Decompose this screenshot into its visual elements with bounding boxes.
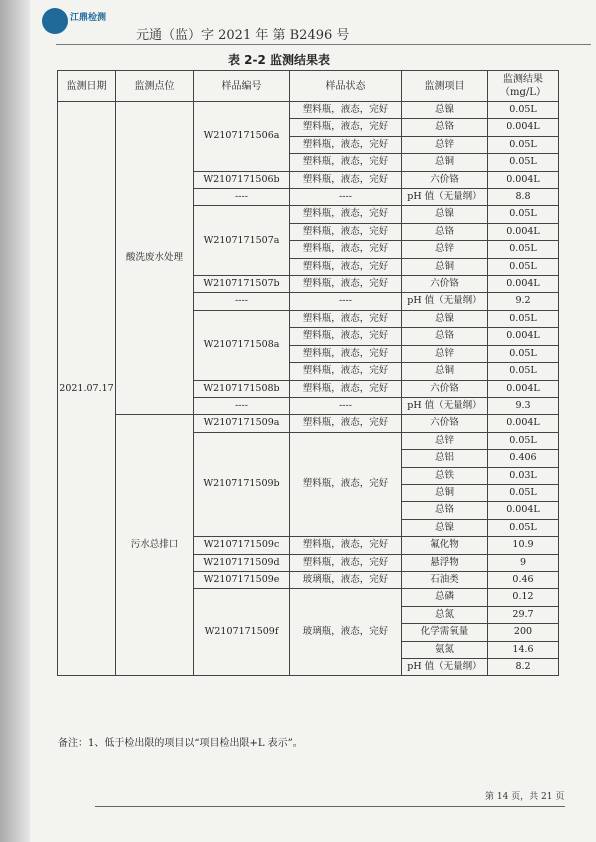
result-cell: 0.004L [488,380,559,397]
sample-id-cell: W2107171506a [194,102,290,172]
result-cell: 0.406 [488,450,559,467]
state-cell: 塑料瓶，液态，完好 [290,258,402,275]
sample-id-cell: W2107171509c [194,537,290,554]
results-table [57,70,559,676]
result-cell: 0.004L [488,328,559,345]
date-cell: 2021.07.17 [58,102,116,676]
state-cell: 塑料瓶，液态，完好 [290,363,402,380]
item-cell: 总铁 [402,467,488,484]
item-cell: 氨氮 [402,641,488,658]
item-cell: 总锌 [402,432,488,449]
item-cell: 总氮 [402,606,488,623]
state-cell: 塑料瓶，液态，完好 [290,537,402,554]
sample-id-cell: W2107171508a [194,310,290,380]
header-rule [56,44,591,45]
result-cell: 29.7 [488,606,559,623]
company-logo [42,8,132,34]
result-cell: 0.004L [488,276,559,293]
sample-id-cell: ---- [194,293,290,310]
result-cell: 0.05L [488,310,559,327]
table-title: 表 2-2 监测结果表 [228,53,331,67]
col-sample-id: 样品编号 [194,71,290,102]
result-cell: 9.3 [488,397,559,414]
item-cell: 化学需氧量 [402,624,488,641]
sample-id-cell: ---- [194,397,290,414]
state-cell: ---- [290,397,402,414]
item-cell: 总铜 [402,484,488,501]
state-cell: ---- [290,189,402,206]
result-cell: 0.05L [488,154,559,171]
result-cell: 0.05L [488,258,559,275]
result-cell: 0.05L [488,102,559,119]
item-cell: 六价铬 [402,171,488,188]
item-cell: 六价铬 [402,276,488,293]
result-cell: 9.2 [488,293,559,310]
page-number: 第 14 页，共 21 页 [485,792,565,802]
result-cell: 8.8 [488,189,559,206]
sample-id-cell: W2107171509e [194,571,290,588]
result-cell: 0.03L [488,467,559,484]
result-cell: 0.004L [488,502,559,519]
item-cell: pH 值（无量纲） [402,189,488,206]
col-point: 监测点位 [116,71,194,102]
state-cell: 塑料瓶，液态，完好 [290,241,402,258]
sample-id-cell: W2107171509d [194,554,290,571]
result-cell: 200 [488,624,559,641]
state-cell: 塑料瓶，液态，完好 [290,154,402,171]
item-cell: 总铜 [402,363,488,380]
state-cell: 塑料瓶，液态，完好 [290,136,402,153]
state-cell: 塑料瓶，液态，完好 [290,415,402,432]
footer-rule [95,806,565,807]
item-cell: 总锌 [402,136,488,153]
item-cell: 总铬 [402,119,488,136]
result-cell: 0.05L [488,241,559,258]
item-cell: 氟化物 [402,537,488,554]
state-cell: 塑料瓶，液态，完好 [290,206,402,223]
item-cell: 总锌 [402,241,488,258]
item-cell: 六价铬 [402,380,488,397]
state-cell: 塑料瓶，液态，完好 [290,345,402,362]
item-cell: 总铬 [402,502,488,519]
item-cell: 总磷 [402,589,488,606]
result-cell: 9 [488,554,559,571]
col-sample-state: 样品状态 [290,71,402,102]
result-cell: 0.05L [488,345,559,362]
state-cell: 塑料瓶，液态，完好 [290,119,402,136]
sample-id-cell: W2107171507b [194,276,290,293]
item-cell: 总铜 [402,154,488,171]
state-cell: 塑料瓶，液态，完好 [290,223,402,240]
logo-icon [42,8,68,34]
point-cell: 污水总排口 [116,415,194,676]
state-cell: 塑料瓶，液态，完好 [290,171,402,188]
state-cell: 塑料瓶，液态，完好 [290,276,402,293]
state-cell: 玻璃瓶，液态，完好 [290,589,402,676]
item-cell: 总镍 [402,206,488,223]
col-item: 监测项目 [402,71,488,102]
state-cell: 塑料瓶，液态，完好 [290,380,402,397]
result-cell: 0.004L [488,171,559,188]
result-cell: 0.004L [488,415,559,432]
state-cell: 塑料瓶，液态，完好 [290,554,402,571]
result-cell: 0.46 [488,571,559,588]
sample-id-cell: W2107171509a [194,415,290,432]
result-cell: 0.004L [488,119,559,136]
sample-id-cell: W2107171507a [194,206,290,276]
table-header-row [58,71,559,102]
state-cell: 塑料瓶，液态，完好 [290,432,402,536]
item-cell: 总铬 [402,328,488,345]
state-cell: 塑料瓶，液态，完好 [290,102,402,119]
item-cell: 总铜 [402,258,488,275]
state-cell: 塑料瓶，液态，完好 [290,310,402,327]
result-cell: 8.2 [488,659,559,676]
item-cell: 石油类 [402,571,488,588]
item-cell: pH 值（无量纲） [402,293,488,310]
state-cell: 玻璃瓶，液态，完好 [290,571,402,588]
item-cell: pH 值（无量纲） [402,397,488,414]
result-cell: 0.05L [488,484,559,501]
logo-text: 江鼎检测 [70,13,107,23]
sample-id-cell: ---- [194,189,290,206]
sample-id-cell: W2107171508b [194,380,290,397]
result-cell: 10.9 [488,537,559,554]
item-cell: 总铬 [402,223,488,240]
table-note: 备注：1、低于检出限的项目以“项目检出限+L 表示”。 [58,738,303,749]
result-cell: 0.05L [488,363,559,380]
item-cell: 总锌 [402,345,488,362]
result-cell: 0.05L [488,206,559,223]
page-edge-shadow [0,0,30,842]
result-cell: 0.12 [488,589,559,606]
result-cell: 0.05L [488,136,559,153]
point-cell: 酸洗废水处理 [116,102,194,415]
item-cell: 悬浮物 [402,554,488,571]
sample-id-cell: W2107171509b [194,432,290,536]
col-result: 监测结果 （mg/L） [488,71,559,102]
table-row [58,102,559,119]
item-cell: 总镍 [402,310,488,327]
sample-id-cell: W2107171506b [194,171,290,188]
document-number: 元通（监）字 2021 年 第 B2496 号 [136,28,350,43]
state-cell: 塑料瓶，液态，完好 [290,328,402,345]
result-cell: 0.004L [488,223,559,240]
item-cell: 总镍 [402,102,488,119]
state-cell: ---- [290,293,402,310]
table-row [58,415,559,432]
result-cell: 0.05L [488,519,559,536]
item-cell: 六价铬 [402,415,488,432]
result-cell: 0.05L [488,432,559,449]
result-cell: 14.6 [488,641,559,658]
item-cell: 总铝 [402,450,488,467]
item-cell: 总镍 [402,519,488,536]
item-cell: pH 值（无量纲） [402,659,488,676]
col-date: 监测日期 [58,71,116,102]
sample-id-cell: W2107171509f [194,589,290,676]
